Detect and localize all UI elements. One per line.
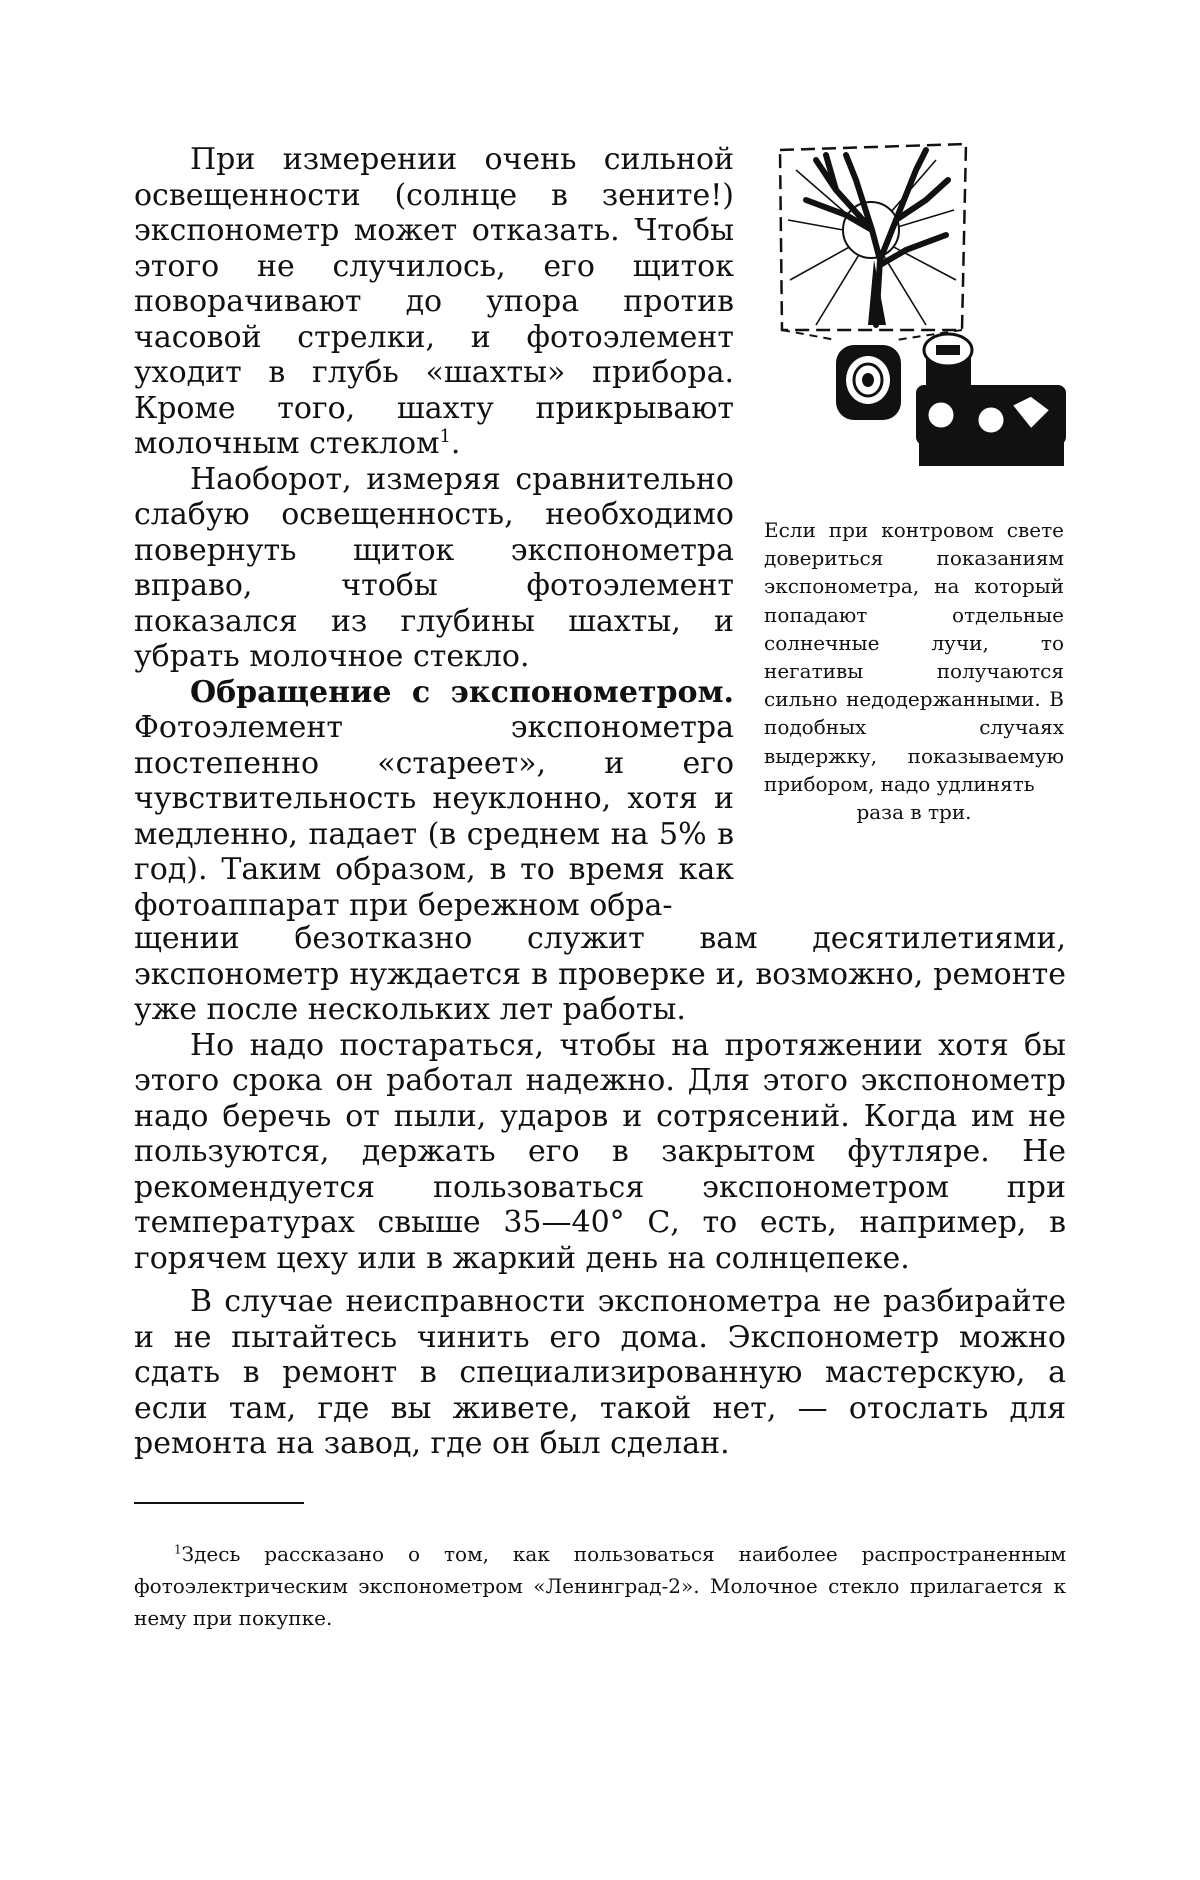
figure-caption [764,516,1064,826]
footnote-text: Здесь рассказано о том, как пользоваться наиболее распространенным фотоэлектрическим экспонометром «Ленинград-2». Молочное стекло прилагается к нему при покупке. [134,1542,1066,1630]
footnote-text-block [134,1538,1066,1634]
paragraph-3 [134,675,734,924]
paragraph-1-text: При измерении очень сильной освещенности (солнце в зените!) экспонометр может отказать. Чтобы этого не случилось, его щиток поворачивают до упора против часовой стрелки, и фотоэлемент уходит в глубь «шахты» прибора. Кроме того, шахту прикрывают молочным стеклом [134,142,734,461]
paragraph-2: Наоборот, измеряя сравнительно слабую освещенность, необходимо повернуть щиток экспонометра вправо, чтобы фотоэлемент показался из глубины шахты, и убрать молочное стекло. [134,461,734,674]
full-width-text [134,921,1066,1462]
footnote-divider [134,1502,304,1504]
footnote [134,1538,1066,1634]
footnote-mark: 1 [174,1542,182,1557]
paragraph-5: В случае неисправности экспонометра не разбирайте и не пытайтесь чинить его дома. Экспонометр можно сдать в ремонт в специализированную мастерскую, а если там, где вы живете, такой нет, — отослать для ремонта на завод, где он был сделан. [134,1284,1066,1461]
paragraph-4: Но надо постараться, чтобы на протяжении хотя бы этого срока он работал надежно. Для этого экспонометр надо беречь от пыли, ударов и сотрясений. Когда им не пользуются, держать его в закрытом футляре. Не рекомендуется пользоваться экспонометром при температурах свыше 35—40° С, то есть, например, в горячем цеху или в жаркий день на солнцепеке. [134,1027,1066,1276]
paragraph-3-text: Фотоэлемент экспонометра постепенно «стареет», и его чувствительность неуклонно, хотя и медленно, падает (в среднем на 5% в год). Таким образом, в то время как фотоаппарат при бережном обра- [134,710,734,923]
section-heading: Обращение с экспонометром. [190,674,734,710]
caption-text: Если при контровом свете довериться показаниям экспонометра, на который попадают отдельные солнечные лучи, то негативы получаются сильно недодержанными. В подобных случаях выдержку, показываемую прибором, надо удлинять [764,518,1064,796]
paragraph-1-end: . [450,426,461,461]
caption-last-line: раза в три. [856,800,972,825]
left-column-text [134,142,734,923]
paragraph-3-continued: щении безотказно служит вам десятилетиями, экспонометр нуждается в проверке и, возможно, ремонте уже после нескольких лет работы. [134,921,1066,1027]
footnote-ref-1: 1 [439,426,451,447]
paragraph-1 [134,142,734,462]
tree-sun-exposure-meter-illustration [776,140,1076,470]
illustration-svg [776,140,1076,470]
